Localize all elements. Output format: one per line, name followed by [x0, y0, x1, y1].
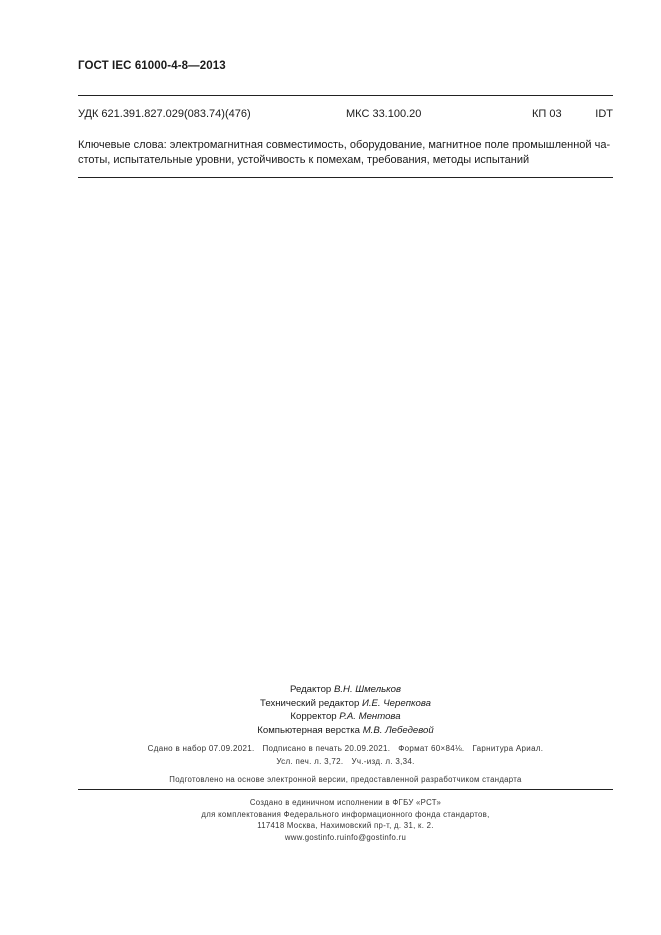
credit-layout [78, 724, 613, 738]
credit-editor-label: Редактор [289, 684, 332, 695]
print-info-line-2 [78, 755, 613, 768]
print-info-block [78, 742, 613, 768]
credit-editor-name: В.Н. Шмельков [333, 684, 402, 695]
signed-date: Подписано в печать 20.09.2021. [262, 744, 391, 753]
publisher-line-2: для комплектования Федерального информационного фонда стандартов, [201, 809, 490, 819]
paper-format: Формат 60×84⅛. [398, 744, 465, 753]
prepared-note: Подготовлено на основе электронной версии, предоставленной разработчиком стандарта [169, 775, 522, 784]
publisher-sheets: Уч.-изд. л. 3,34. [351, 757, 415, 766]
credit-editor [78, 683, 613, 697]
print-info-line-1 [78, 742, 613, 755]
idt-label: IDT [595, 108, 613, 120]
divider-bottom [78, 789, 613, 790]
keywords-block [78, 138, 613, 168]
divider-keywords [78, 177, 613, 178]
printed-sheets: Усл. печ. л. 3,72. [276, 757, 344, 766]
credit-tech-editor [78, 697, 613, 711]
mks-code: МКС 33.100.20 [346, 108, 422, 120]
credit-tech-editor-name: И.Е. Черепкова [361, 697, 431, 709]
credit-layout-name: М.В. Лебедевой [362, 724, 434, 736]
credits-block [78, 683, 613, 737]
keywords-line-2: стоты, испытательные уровни, устойчивость к помехам, требования, методы испытаний [78, 154, 530, 166]
udk-code: УДК 621.391.827.029(083.74)(476) [78, 108, 251, 120]
typeface: Гарнитура Ариал. [472, 744, 544, 753]
publisher-contacts [78, 832, 613, 844]
publisher-line-3: 117418 Москва, Нахимовский пр-т, д. 31, к. 2. [257, 821, 434, 830]
classification-row [78, 108, 613, 124]
publisher-line-1: Создано в единичном исполнении в ФГБУ «РСТ» [249, 798, 442, 807]
credit-corrector-name: Р.А. Ментова [339, 711, 401, 722]
credit-corrector [78, 710, 613, 724]
divider-top [78, 95, 613, 96]
publisher-block [78, 797, 613, 843]
website-link[interactable]: www.gostinfo.ru [284, 832, 345, 842]
submitted-date: Сдано в набор 07.09.2021. [147, 744, 255, 753]
keywords-line-1: Ключевые слова: электромагнитная совместимость, оборудование, магнитное поле промышленной ча- [78, 139, 611, 151]
credit-layout-label: Компьютерная верстка [257, 724, 361, 736]
document-title: ГОСТ IEC 61000-4-8—2013 [78, 60, 226, 72]
credit-tech-editor-label: Технический редактор [260, 697, 360, 709]
email-link[interactable]: info@gostinfo.ru [344, 832, 407, 842]
credit-corrector-label: Корректор [290, 711, 337, 722]
kp-code: КП 03 [532, 108, 562, 120]
